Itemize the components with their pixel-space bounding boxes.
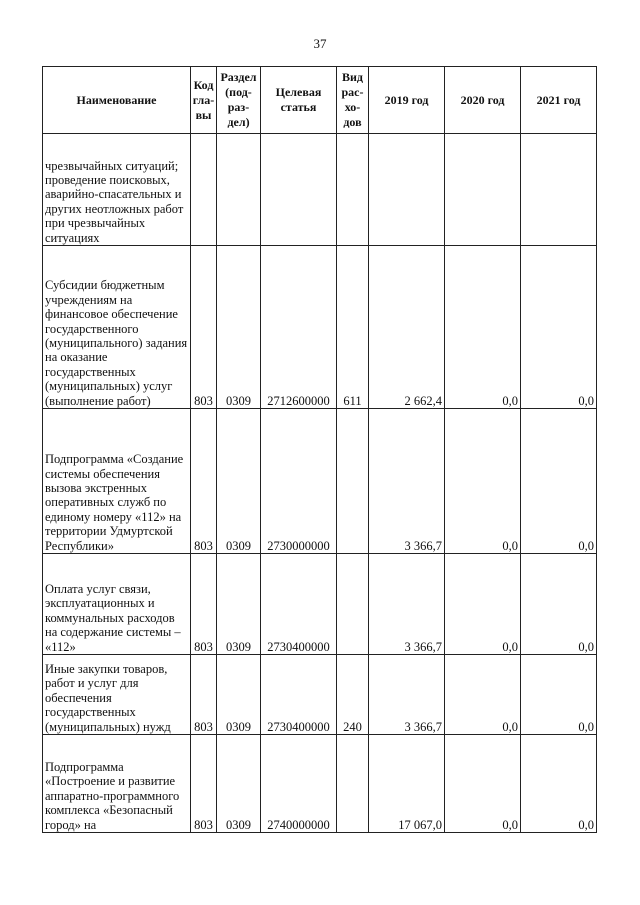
cell-section: 0309 <box>217 554 261 655</box>
cell-name: Подпрограмма «Построение и развитие аппаратно-программного комплекса «Безопасный город» на <box>43 735 191 833</box>
header-section: Раздел (под- раз- дел) <box>217 67 261 134</box>
header-2020: 2020 год <box>445 67 521 134</box>
cell-2020: 0,0 <box>445 655 521 735</box>
cell-name: Субсидии бюджетным учреждениям на финансовое обеспечение государственного (муниципального) задания на оказание государственных (муниципальных) услуг (выполнение работ) <box>43 246 191 409</box>
cell-2021 <box>521 134 597 246</box>
cell-target: 2730000000 <box>261 409 337 554</box>
cell-chapter: 803 <box>191 655 217 735</box>
cell-2020 <box>445 134 521 246</box>
table-row <box>43 409 597 554</box>
cell-2021: 0,0 <box>521 655 597 735</box>
table-row <box>43 655 597 735</box>
cell-section: 0309 <box>217 246 261 409</box>
cell-2021: 0,0 <box>521 735 597 833</box>
cell-2021: 0,0 <box>521 554 597 655</box>
cell-2020: 0,0 <box>445 735 521 833</box>
cell-name: Подпрограмма «Создание системы обеспечения вызова экстренных оперативных служб по единому номеру «112» на территории Удмуртской Республики» <box>43 409 191 554</box>
cell-target: 2730400000 <box>261 554 337 655</box>
cell-2019: 3 366,7 <box>369 655 445 735</box>
cell-expense: 611 <box>337 246 369 409</box>
cell-2019: 17 067,0 <box>369 735 445 833</box>
cell-2020: 0,0 <box>445 409 521 554</box>
cell-expense <box>337 134 369 246</box>
cell-2019: 3 366,7 <box>369 409 445 554</box>
cell-target: 2740000000 <box>261 735 337 833</box>
header-2019: 2019 год <box>369 67 445 134</box>
cell-chapter <box>191 134 217 246</box>
cell-2020: 0,0 <box>445 554 521 655</box>
cell-2020: 0,0 <box>445 246 521 409</box>
cell-target: 2712600000 <box>261 246 337 409</box>
cell-2019 <box>369 134 445 246</box>
cell-chapter: 803 <box>191 735 217 833</box>
cell-section: 0309 <box>217 735 261 833</box>
header-2021: 2021 год <box>521 67 597 134</box>
table-row <box>43 554 597 655</box>
cell-section: 0309 <box>217 409 261 554</box>
cell-expense <box>337 554 369 655</box>
table-row <box>43 246 597 409</box>
header-target: Целевая статья <box>261 67 337 134</box>
cell-expense: 240 <box>337 655 369 735</box>
cell-2019: 2 662,4 <box>369 246 445 409</box>
cell-2021: 0,0 <box>521 246 597 409</box>
budget-table <box>42 66 597 833</box>
page-number: 37 <box>313 36 327 51</box>
cell-chapter: 803 <box>191 409 217 554</box>
cell-name: чрезвычайных ситуаций; проведение поисковых, аварийно-спасательных и других неотложных работ при чрезвычайных ситуациях <box>43 134 191 246</box>
cell-target: 2730400000 <box>261 655 337 735</box>
cell-expense <box>337 409 369 554</box>
header-chapter: Код гла- вы <box>191 67 217 134</box>
cell-expense <box>337 735 369 833</box>
cell-2019: 3 366,7 <box>369 554 445 655</box>
cell-name: Иные закупки товаров, работ и услуг для обеспечения государственных (муниципальных) нужд <box>43 655 191 735</box>
table-row <box>43 134 597 246</box>
header-row <box>43 67 597 134</box>
cell-2021: 0,0 <box>521 409 597 554</box>
cell-section <box>217 134 261 246</box>
header-expense: Вид рас- хо- дов <box>337 67 369 134</box>
table-row <box>43 735 597 833</box>
cell-section: 0309 <box>217 655 261 735</box>
cell-name: Оплата услуг связи, эксплуатационных и коммунальных расходов на содержание системы – «112» <box>43 554 191 655</box>
header-name: Наименование <box>43 67 191 134</box>
cell-chapter: 803 <box>191 554 217 655</box>
cell-chapter: 803 <box>191 246 217 409</box>
cell-target <box>261 134 337 246</box>
